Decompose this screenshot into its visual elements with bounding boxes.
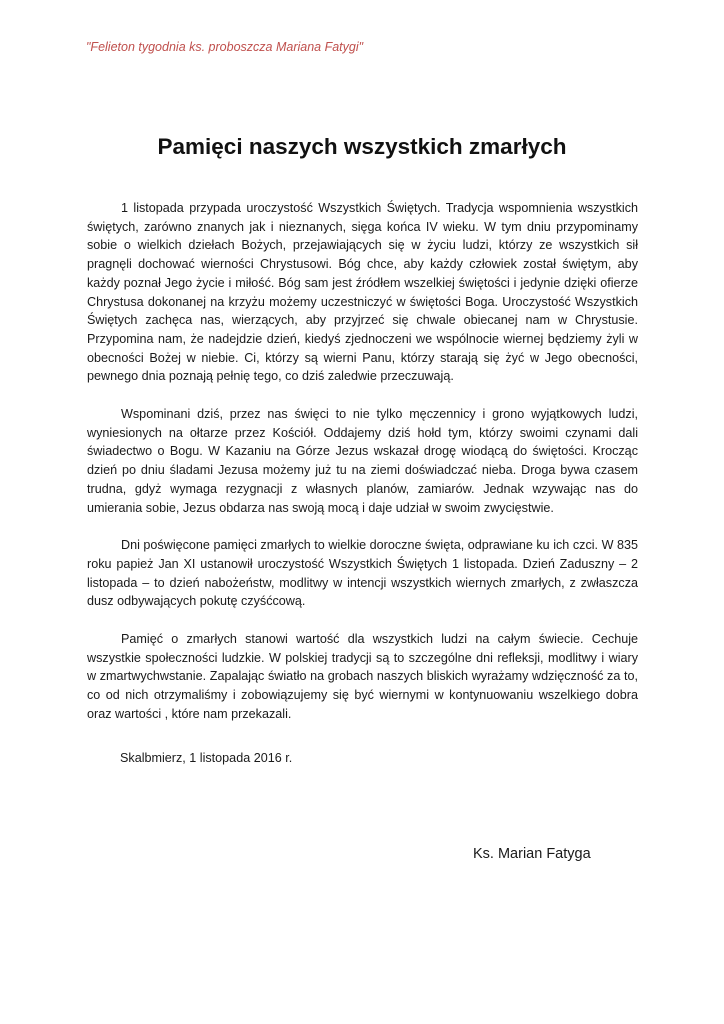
header-note: "Felieton tygodnia ks. proboszcza Mariana Fatygi"	[86, 40, 364, 54]
article-title: Pamięci naszych wszystkich zmarłych	[157, 134, 567, 159]
paragraph-2: Wspominani dziś, przez nas święci to nie tylko męczennicy i grono wyjątkowych ludzi, wyniesionych na ołtarze przez Kościół. Oddajemy dziś hołd tym, którzy swoimi czynami dali świadectwo o Bogu. W Kazaniu na Górze Jezus wskazał drogę wiodącą do świętości. Krocząc dzień po dniu śladami Jezusa możemy już tu na ziemi doświadczać nieba. Droga bywa czasem trudna, gdyż wymaga rezygnacji z własnych planów, zamiarów. Jednak wzywając nas do umierania sobie, Jezus obdarza nas swoją mocą i daje udział w swoim zwycięstwie.	[87, 407, 638, 515]
paragraph-3: Dni poświęcone pamięci zmarłych to wielkie doroczne święta, odprawiane ku ich czci. W 835 roku papież Jan XI ustanowił uroczystość Wszystkich Świętych 1 listopada. Dzień Zaduszny – 2 listopada – to dzień nabożeństw, modlitwy w intencji wszystkich wiernych zmarłych, z zwłaszcza dusz odbywających pokutę czyśćcową.	[87, 538, 638, 609]
place-date: Skalbmierz, 1 listopada 2016 r.	[120, 751, 293, 765]
signature: Ks. Marian Fatyga	[473, 846, 591, 862]
paragraph-1: 1 listopada przypada uroczystość Wszystkich Świętych. Tradycja wspomnienia wszystkich świętych, zarówno znanych jak i nieznanych, sięga końca IV wieku. W tym dniu przypominamy sobie o wielkich dziełach Bożych, przejawiających się w życiu ludzi, którzy ze wszystkich sił pragnęli dochować wierności Chrystusowi. Bóg chce, aby każdy człowiek został świętym, aby każdy poznał Jego życie i miłość. Bóg sam jest źródłem wszelkiej świętości i jedynie dzięki ofierze Chrystusa dokonanej na krzyżu możemy uczestniczyć w świętości Boga. Uroczystość Wszystkich Świętych zachęca nas, wierzących, aby przyjrzeć się chwale obiecanej nam w Chrystusie. Przypomina nam, że nadejdzie dzień, kiedyś zjednoczeni we wspólnocie wiernej będziemy żyli w obecności Bożej w niebie. Ci, którzy są wierni Panu, którzy starają się żyć w Jego obecności, pewnego dnia poznają pełnię tego, co dziś zaledwie przeczuwają.	[87, 201, 638, 384]
article-body	[87, 199, 638, 743]
paragraph-4: Pamięć o zmarłych stanowi wartość dla wszystkich ludzi na całym świecie. Cechuje wszystkie społeczności ludzkie. W polskiej tradycji są to szczególne dni refleksji, modlitwy i wiary w zmartwychwstanie. Zapalając światło na grobach naszych bliskich wyrażamy wdzięczność za to, co od nich otrzymaliśmy i zobowiązujemy się być wiernymi w kontynuowaniu wszelkiego dobra oraz wartości , które nam przekazali.	[87, 632, 638, 721]
